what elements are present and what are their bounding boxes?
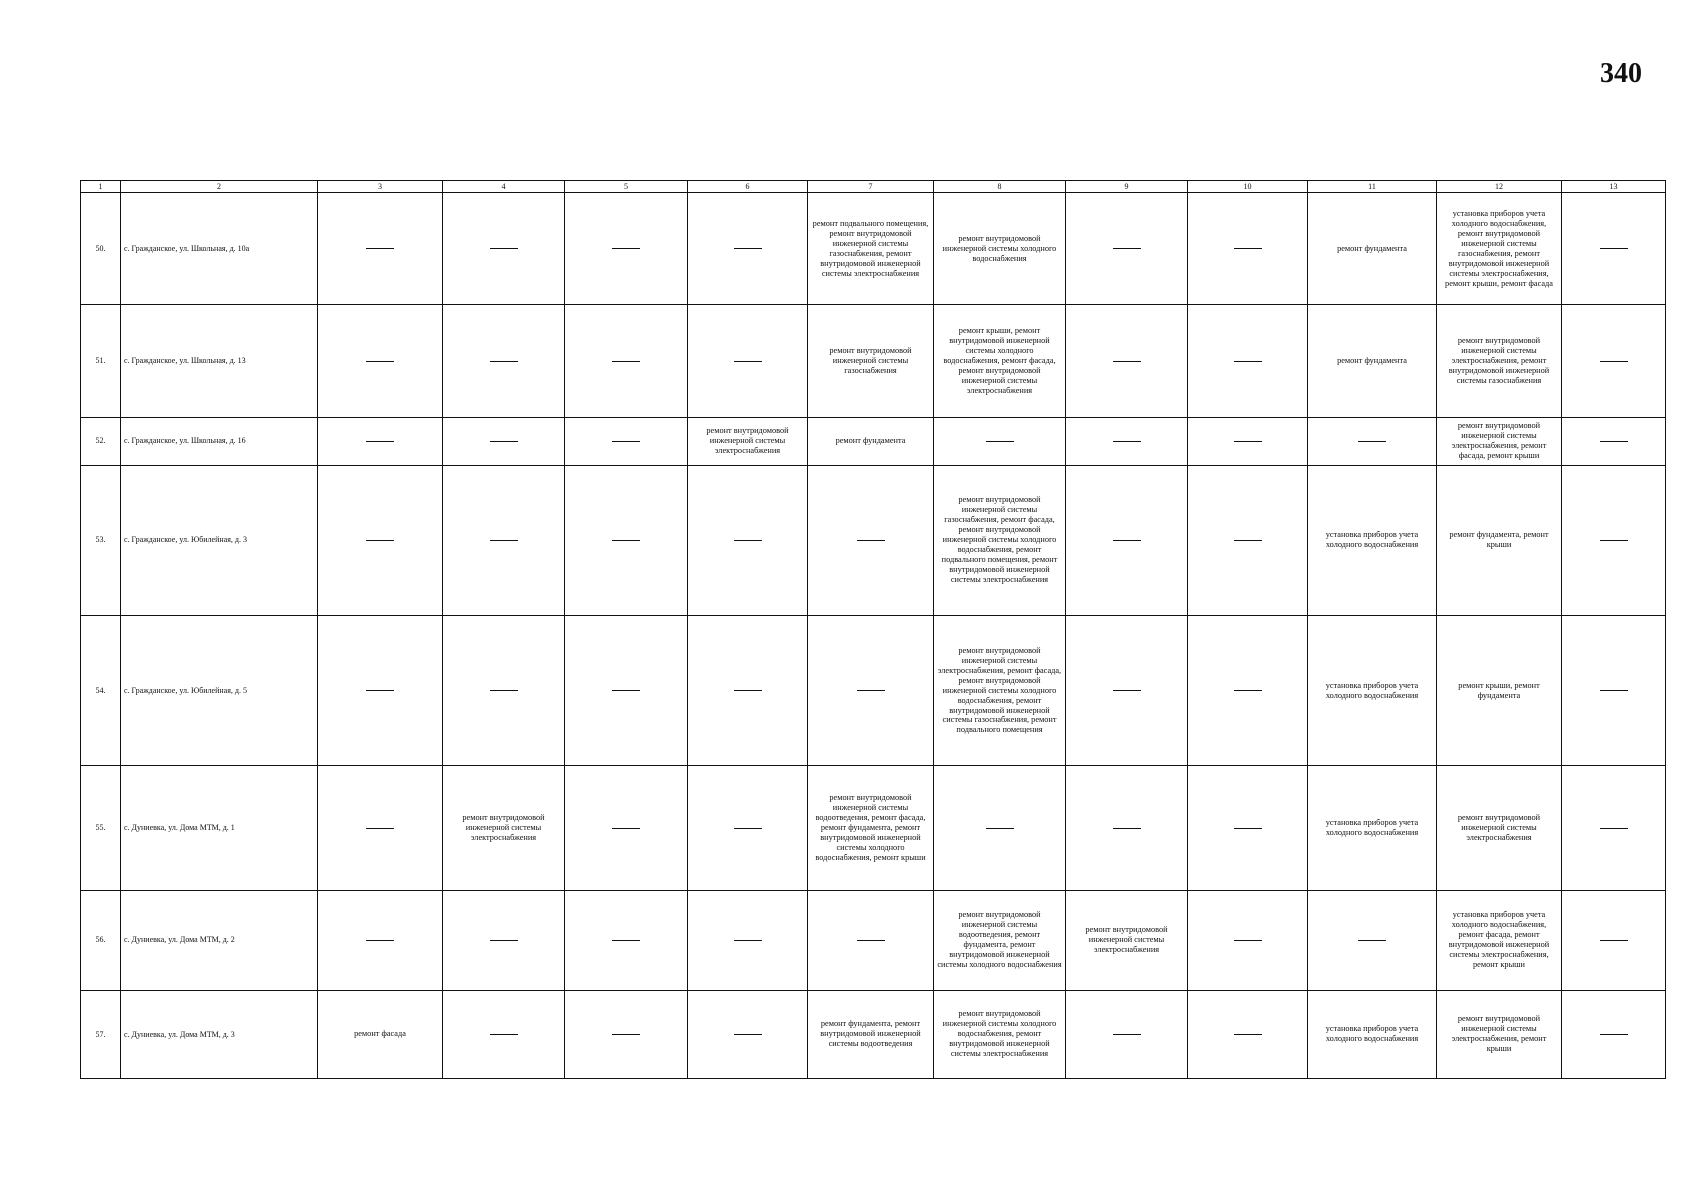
column-number: 7	[808, 181, 934, 193]
empty-dash-cell	[688, 766, 808, 890]
dash-mark	[1234, 248, 1262, 249]
empty-dash-cell	[565, 305, 688, 417]
work-type-cell: установка приборов учета холодного водоснабжения, ремонт фасада, ремонт внутридомовой инженерной системы электроснабжения, ремонт крыши	[1437, 890, 1562, 990]
work-type-cell: ремонт внутридомовой инженерной системы электроснабжения, ремонт фасада, ремонт крыши	[1437, 417, 1562, 465]
dash-mark	[734, 1034, 762, 1035]
dash-mark	[1358, 441, 1386, 442]
empty-dash-cell	[1066, 990, 1188, 1078]
empty-dash-cell	[1562, 615, 1666, 765]
dash-mark	[734, 248, 762, 249]
dash-mark	[1600, 441, 1628, 442]
empty-dash-cell	[443, 465, 565, 615]
work-type-cell: ремонт крыши, ремонт фундамента	[1437, 615, 1562, 765]
column-number: 11	[1308, 181, 1437, 193]
empty-dash-cell	[318, 417, 443, 465]
empty-dash-cell	[1562, 990, 1666, 1078]
dash-mark	[734, 690, 762, 691]
empty-dash-cell	[565, 417, 688, 465]
column-number: 13	[1562, 181, 1666, 193]
dash-mark	[1234, 361, 1262, 362]
dash-mark	[366, 828, 394, 829]
column-number: 3	[318, 181, 443, 193]
table-row	[81, 766, 1666, 890]
column-number-row	[81, 181, 1666, 193]
address-cell: с. Дуниевка, ул. Дома МТМ, д. 1	[121, 766, 318, 890]
empty-dash-cell	[443, 305, 565, 417]
empty-dash-cell	[1562, 766, 1666, 890]
row-number: 55.	[81, 766, 121, 890]
dash-mark	[1234, 690, 1262, 691]
dash-mark	[734, 361, 762, 362]
dash-mark	[734, 940, 762, 941]
page-number: 340	[1600, 58, 1642, 89]
dash-mark	[612, 690, 640, 691]
dash-mark	[734, 828, 762, 829]
empty-dash-cell	[1066, 766, 1188, 890]
row-number: 52.	[81, 417, 121, 465]
dash-mark	[1600, 690, 1628, 691]
dash-mark	[1234, 828, 1262, 829]
dash-mark	[857, 690, 885, 691]
dash-mark	[734, 540, 762, 541]
work-type-cell: ремонт крыши, ремонт внутридомовой инженерной системы холодного водоснабжения, ремонт фасада, ремонт внутридомовой инженерной системы электроснабжения	[934, 305, 1066, 417]
empty-dash-cell	[1066, 417, 1188, 465]
row-number: 57.	[81, 990, 121, 1078]
empty-dash-cell	[1188, 417, 1308, 465]
dash-mark	[1600, 828, 1628, 829]
empty-dash-cell	[1562, 417, 1666, 465]
dash-mark	[857, 540, 885, 541]
empty-dash-cell	[443, 615, 565, 765]
empty-dash-cell	[565, 990, 688, 1078]
work-type-cell: ремонт фундамента	[1308, 193, 1437, 305]
empty-dash-cell	[318, 890, 443, 990]
table-row	[81, 615, 1666, 765]
address-cell: с. Дуниевка, ул. Дома МТМ, д. 3	[121, 990, 318, 1078]
empty-dash-cell	[1066, 305, 1188, 417]
dash-mark	[490, 1034, 518, 1035]
empty-dash-cell	[1066, 615, 1188, 765]
column-number: 5	[565, 181, 688, 193]
work-type-cell: ремонт внутридомовой инженерной системы электроснабжения	[1066, 890, 1188, 990]
repair-schedule-table	[80, 180, 1666, 1079]
empty-dash-cell	[318, 766, 443, 890]
empty-dash-cell	[808, 615, 934, 765]
empty-dash-cell	[443, 890, 565, 990]
dash-mark	[1600, 361, 1628, 362]
dash-mark	[366, 690, 394, 691]
empty-dash-cell	[1308, 417, 1437, 465]
empty-dash-cell	[565, 615, 688, 765]
empty-dash-cell	[1562, 305, 1666, 417]
row-number: 56.	[81, 890, 121, 990]
empty-dash-cell	[1308, 890, 1437, 990]
row-number: 50.	[81, 193, 121, 305]
column-number: 10	[1188, 181, 1308, 193]
work-type-cell: ремонт внутридомовой инженерной системы электроснабжения	[1437, 766, 1562, 890]
empty-dash-cell	[318, 465, 443, 615]
dash-mark	[1113, 828, 1141, 829]
column-number: 6	[688, 181, 808, 193]
work-type-cell: ремонт подвального помещения, ремонт внутридомовой инженерной системы газоснабжения, ремонт внутридомовой инженерной системы электроснабжения	[808, 193, 934, 305]
work-type-cell: ремонт внутридомовой инженерной системы электроснабжения	[443, 766, 565, 890]
dash-mark	[612, 361, 640, 362]
table-row	[81, 465, 1666, 615]
dash-mark	[1234, 1034, 1262, 1035]
row-number: 51.	[81, 305, 121, 417]
dash-mark	[1600, 248, 1628, 249]
empty-dash-cell	[688, 615, 808, 765]
dash-mark	[490, 940, 518, 941]
work-type-cell: ремонт внутридомовой инженерной системы водоотведения, ремонт фасада, ремонт фундамента, ремонт внутридомовой инженерной системы холодного водоснабжения, ремонт крыши	[808, 766, 934, 890]
empty-dash-cell	[1188, 193, 1308, 305]
address-cell: с. Гражданское, ул. Школьная, д. 16	[121, 417, 318, 465]
work-type-cell: ремонт фундамента, ремонт крыши	[1437, 465, 1562, 615]
work-type-cell: ремонт фундамента	[808, 417, 934, 465]
empty-dash-cell	[565, 890, 688, 990]
row-number: 54.	[81, 615, 121, 765]
empty-dash-cell	[1562, 193, 1666, 305]
dash-mark	[612, 828, 640, 829]
column-number: 4	[443, 181, 565, 193]
empty-dash-cell	[318, 193, 443, 305]
address-cell: с. Гражданское, ул. Школьная, д. 13	[121, 305, 318, 417]
table-row	[81, 890, 1666, 990]
table-row	[81, 417, 1666, 465]
dash-mark	[490, 441, 518, 442]
empty-dash-cell	[1188, 890, 1308, 990]
empty-dash-cell	[1188, 305, 1308, 417]
table-row	[81, 990, 1666, 1078]
empty-dash-cell	[1066, 193, 1188, 305]
empty-dash-cell	[565, 766, 688, 890]
empty-dash-cell	[688, 990, 808, 1078]
address-cell: с. Гражданское, ул. Школьная, д. 10а	[121, 193, 318, 305]
dash-mark	[612, 540, 640, 541]
work-type-cell: ремонт внутридомовой инженерной системы холодного водоснабжения, ремонт внутридомовой инженерной системы электроснабжения	[934, 990, 1066, 1078]
work-type-cell: установка приборов учета холодного водоснабжения, ремонт внутридомовой инженерной системы газоснабжения, ремонт внутридомовой инженерной системы электроснабжения, ремонт крыши, ремонт фасада	[1437, 193, 1562, 305]
work-type-cell: ремонт фундамента	[1308, 305, 1437, 417]
column-number: 2	[121, 181, 318, 193]
dash-mark	[612, 1034, 640, 1035]
dash-mark	[366, 540, 394, 541]
work-type-cell: ремонт внутридомовой инженерной системы холодного водоснабжения	[934, 193, 1066, 305]
empty-dash-cell	[1066, 465, 1188, 615]
address-cell: с. Дуниевка, ул. Дома МТМ, д. 2	[121, 890, 318, 990]
empty-dash-cell	[808, 465, 934, 615]
table-row	[81, 305, 1666, 417]
address-cell: с. Гражданское, ул. Юбилейная, д. 5	[121, 615, 318, 765]
dash-mark	[1234, 940, 1262, 941]
dash-mark	[366, 940, 394, 941]
empty-dash-cell	[1188, 465, 1308, 615]
empty-dash-cell	[565, 465, 688, 615]
dash-mark	[366, 361, 394, 362]
dash-mark	[366, 441, 394, 442]
dash-mark	[490, 361, 518, 362]
empty-dash-cell	[688, 465, 808, 615]
column-number: 8	[934, 181, 1066, 193]
dash-mark	[366, 248, 394, 249]
dash-mark	[612, 940, 640, 941]
work-type-cell: ремонт внутридомовой инженерной системы газоснабжения, ремонт фасада, ремонт внутридомовой инженерной системы холодного водоснабжения, ремонт подвального помещения, ремонт внутридомовой инженерной системы электроснабжения	[934, 465, 1066, 615]
dash-mark	[490, 540, 518, 541]
table-row	[81, 193, 1666, 305]
dash-mark	[1600, 1034, 1628, 1035]
empty-dash-cell	[443, 417, 565, 465]
empty-dash-cell	[1188, 990, 1308, 1078]
column-number: 1	[81, 181, 121, 193]
empty-dash-cell	[318, 305, 443, 417]
empty-dash-cell	[934, 417, 1066, 465]
column-number: 9	[1066, 181, 1188, 193]
address-cell: с. Гражданское, ул. Юбилейная, д. 3	[121, 465, 318, 615]
work-type-cell: установка приборов учета холодного водоснабжения	[1308, 465, 1437, 615]
empty-dash-cell	[688, 193, 808, 305]
empty-dash-cell	[1188, 766, 1308, 890]
dash-mark	[1113, 1034, 1141, 1035]
empty-dash-cell	[443, 193, 565, 305]
work-type-cell: ремонт внутридомовой инженерной системы водоотведения, ремонт фундамента, ремонт внутридомовой инженерной системы холодного водоснабжения	[934, 890, 1066, 990]
work-type-cell: ремонт фасада	[318, 990, 443, 1078]
empty-dash-cell	[1562, 465, 1666, 615]
dash-mark	[1113, 540, 1141, 541]
empty-dash-cell	[688, 305, 808, 417]
empty-dash-cell	[565, 193, 688, 305]
empty-dash-cell	[1188, 615, 1308, 765]
empty-dash-cell	[688, 890, 808, 990]
empty-dash-cell	[318, 615, 443, 765]
empty-dash-cell	[934, 766, 1066, 890]
dash-mark	[1113, 361, 1141, 362]
work-type-cell: ремонт внутридомовой инженерной системы газоснабжения	[808, 305, 934, 417]
empty-dash-cell	[1562, 890, 1666, 990]
work-type-cell: установка приборов учета холодного водоснабжения	[1308, 990, 1437, 1078]
dash-mark	[1234, 441, 1262, 442]
work-type-cell: ремонт внутридомовой инженерной системы электроснабжения, ремонт внутридомовой инженерной системы газоснабжения	[1437, 305, 1562, 417]
work-type-cell: ремонт внутридомовой инженерной системы электроснабжения, ремонт фасада, ремонт внутридомовой инженерной системы холодного водоснабжения, ремонт внутридомовой инженерной системы газоснабжения, ремонт подвального помещения	[934, 615, 1066, 765]
dash-mark	[1234, 540, 1262, 541]
work-type-cell: установка приборов учета холодного водоснабжения	[1308, 615, 1437, 765]
dash-mark	[612, 441, 640, 442]
dash-mark	[1113, 441, 1141, 442]
work-type-cell: ремонт внутридомовой инженерной системы электроснабжения, ремонт крыши	[1437, 990, 1562, 1078]
dash-mark	[1113, 690, 1141, 691]
dash-mark	[1113, 248, 1141, 249]
dash-mark	[612, 248, 640, 249]
dash-mark	[986, 441, 1014, 442]
empty-dash-cell	[443, 990, 565, 1078]
row-number: 53.	[81, 465, 121, 615]
dash-mark	[986, 828, 1014, 829]
empty-dash-cell	[808, 890, 934, 990]
dash-mark	[1600, 540, 1628, 541]
work-type-cell: ремонт фундамента, ремонт внутридомовой инженерной системы водоотведения	[808, 990, 934, 1078]
dash-mark	[1600, 940, 1628, 941]
dash-mark	[490, 690, 518, 691]
work-type-cell: установка приборов учета холодного водоснабжения	[1308, 766, 1437, 890]
work-type-cell: ремонт внутридомовой инженерной системы электроснабжения	[688, 417, 808, 465]
dash-mark	[857, 940, 885, 941]
dash-mark	[490, 248, 518, 249]
column-number: 12	[1437, 181, 1562, 193]
dash-mark	[1358, 940, 1386, 941]
